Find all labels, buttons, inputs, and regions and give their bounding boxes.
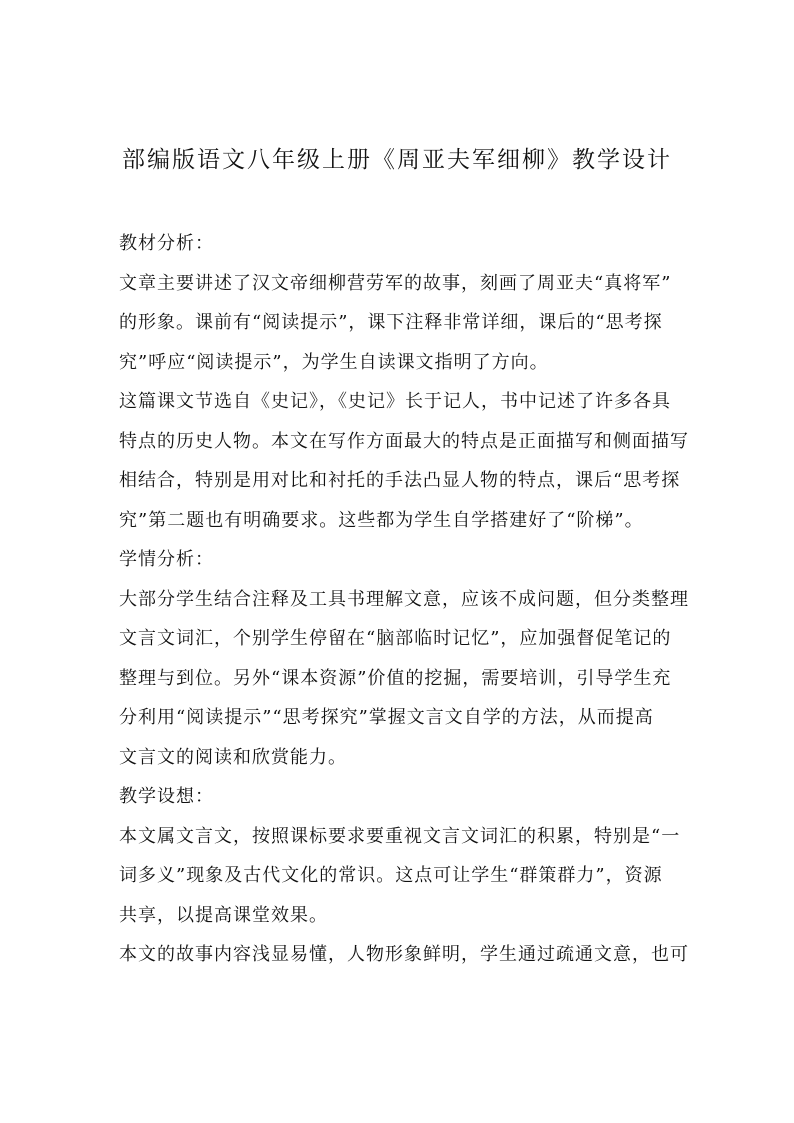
text-line: 整理与到位。另外“课本资源”价值的挖掘，需要培训，引导学生充: [119, 668, 672, 689]
text-line: 本文的故事内容浅显易懂，人物形象鲜明，学生通过疏通文意，也可: [119, 944, 689, 965]
text-line: 本文属文言文，按照课标要求要重视文言文词汇的积累，特别是“一: [119, 826, 681, 847]
section-heading-textbook-analysis: 教材分析：: [119, 233, 214, 254]
text-line: 究”呼应“阅读提示”，为学生自读课文指明了方向。: [119, 352, 549, 373]
text-line: 相结合，特别是用对比和衬托的手法凸显人物的特点，课后“思考探: [119, 470, 681, 491]
section-heading-teaching-plan: 教学设想：: [119, 786, 214, 807]
text-line: 大部分学生结合注释及工具书理解文意，应该不成问题，但分类整理: [119, 589, 689, 610]
text-line: 文言文词汇，个别学生停留在“脑部临时记忆”，应加强督促笔记的: [119, 628, 672, 649]
text-line: 分利用“阅读提示”“思考探究”掌握文言文自学的方法，从而提高: [119, 707, 654, 728]
text-line: 的形象。课前有“阅读提示”，课下注释非常详细，课后的“思考探: [119, 312, 663, 333]
text-line: 究”第二题也有明确要求。这些都为学生自学搭建好了“阶梯”。: [119, 510, 644, 531]
section-heading-student-analysis: 学情分析：: [119, 549, 214, 570]
text-line: 特点的历史人物。本文在写作方面最大的特点是正面描写和侧面描写: [119, 431, 689, 452]
text-line: 共享，以提高课堂效果。: [119, 905, 328, 926]
text-line: 词多义”现象及古代文化的常识。这点可让学生“群策群力”，资源: [119, 865, 663, 886]
document-title: 部编版语文八年级上册《周亚夫军细柳》教学设计: [122, 147, 672, 173]
text-line: 文章主要讲述了汉文帝细柳营劳军的故事，刻画了周亚夫“真将军”: [119, 273, 672, 294]
text-line: 这篇课文节选自《史记》，《史记》长于记人，书中记述了许多各具: [119, 391, 671, 412]
text-line: 文言文的阅读和欣赏能力。: [119, 747, 347, 768]
